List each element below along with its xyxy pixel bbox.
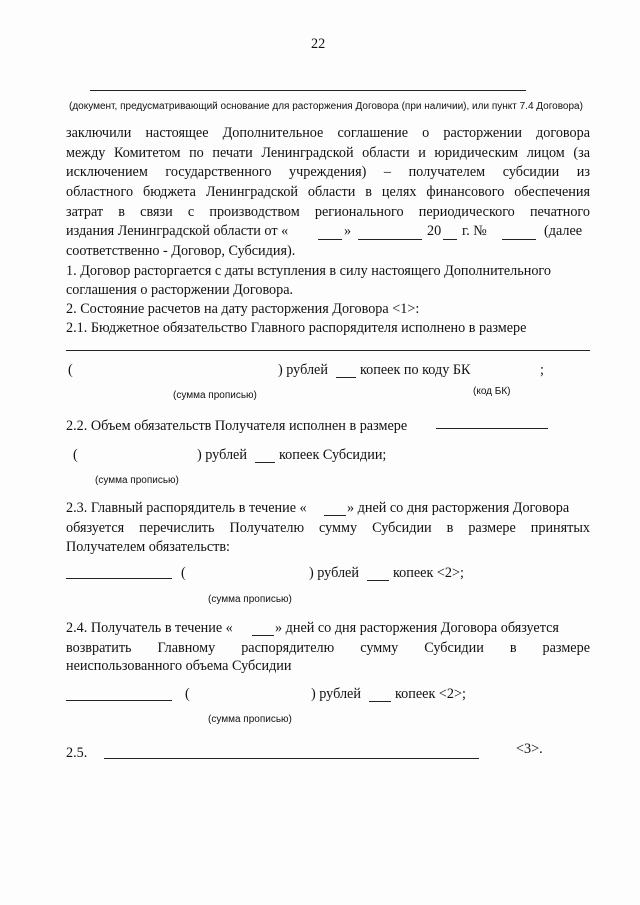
p21-line-1: 2.1. Бюджетное обязательство Главного распорядителя исполнено в размере (66, 320, 527, 336)
p25-footnote-ref: <3>. (516, 741, 543, 757)
intro-line-6-start: издания Ленинградской области от « (66, 223, 289, 239)
intro-line-4: областного бюджета Ленинградской области в целях финансового обеспечения (66, 184, 590, 200)
intro-line-1: заключили настоящее Дополнительное соглашение о расторжении договора (66, 125, 590, 141)
intro-line-7: соответственно - Договор, Субсидия). (66, 243, 296, 259)
intro-line-5: затрат в связи с производством регионального периодического печатного (66, 204, 590, 220)
p21-rubles: ) рублей (278, 362, 328, 378)
p24-days-blank (252, 623, 274, 636)
p23-line-3: Получателем обязательств: (66, 539, 230, 555)
p22-kopeks-blank (255, 450, 275, 463)
p23-amount-blank (66, 566, 172, 579)
p21-caption-bk: (код БК) (473, 386, 511, 397)
intro-line-6 (66, 213, 590, 239)
top-note: (документ, предусматривающий основание для расторжения Договора (при наличии), или пункт 7.4 Договора) (69, 101, 583, 112)
number-label: г. № (462, 223, 487, 239)
p24-kopeks: копеек <2>; (395, 686, 466, 702)
p23-rubles: ) рублей (309, 565, 359, 581)
p24-rubles: ) рублей (311, 686, 361, 702)
p21-open-paren: ( (68, 362, 73, 378)
p1-line-2: соглашения о расторжении Договора. (66, 282, 294, 298)
number-blank (502, 227, 536, 240)
p24-caption-sum: (сумма прописью) (208, 714, 292, 725)
p24-line-2: возвратить Главному распорядителю сумму Субсидии в размере (66, 640, 590, 656)
intro-line-3: исключением государственного учреждения) – получателем субсидии из (66, 164, 590, 180)
intro-line-6-end: (далее (544, 223, 583, 239)
p22-amount-blank (436, 416, 548, 429)
year-blank (443, 227, 457, 240)
p24-line-1-end: » дней со дня расторжения Договора обязуется (275, 620, 559, 636)
month-blank (358, 227, 422, 240)
p24-line-3: неиспользованного объема Субсидии (66, 658, 292, 674)
p21-semicolon: ; (540, 362, 544, 378)
p22-rubles: ) рублей (197, 447, 247, 463)
p23-kopeks: копеек <2>; (393, 565, 464, 581)
p24-open-paren: ( (185, 686, 190, 702)
p23-caption-sum: (сумма прописью) (208, 594, 292, 605)
p21-caption-sum: (сумма прописью) (173, 390, 257, 401)
p21-kopeks-blank (336, 365, 356, 378)
p24-line-1-start: 2.4. Получатель в течение « (66, 620, 233, 636)
p1-line-1: 1. Договор расторгается с даты вступления в силу настоящего Дополнительного (66, 263, 551, 279)
p21-blank-line (66, 350, 590, 351)
p23-days-blank (324, 503, 346, 516)
p25-blank-line (104, 758, 479, 759)
p21-kopeks-bk: копеек по коду БК (360, 362, 471, 378)
p2-line: 2. Состояние расчетов на дату расторжения Договора <1>: (66, 301, 420, 317)
p23-line-1-end: » дней со дня расторжения Договора (347, 500, 570, 516)
day-blank (318, 227, 342, 240)
p23-line-1 (66, 500, 590, 520)
p25-number: 2.5. (66, 745, 88, 761)
intro-quote-close: » (344, 223, 352, 239)
p23-line-1-start: 2.3. Главный распорядитель в течение « (66, 500, 307, 516)
p24-amount-blank (66, 688, 172, 701)
p24-kopeks-blank (369, 689, 391, 702)
top-blank-line (90, 90, 526, 91)
p24-line-1 (66, 620, 590, 640)
p23-line-2: обязуется перечислить Получателю сумму Субсидии в размере принятых (66, 520, 590, 536)
intro-line-2: между Комитетом по печати Ленинградской области и юридическим лицом (за (66, 145, 590, 161)
p22-line-1: 2.2. Объем обязательств Получателя исполнен в размере (66, 418, 408, 434)
p22-caption-sum: (сумма прописью) (95, 475, 179, 486)
p23-kopeks-blank (367, 568, 389, 581)
p23-open-paren: ( (181, 565, 186, 581)
p22-open-paren: ( (73, 447, 78, 463)
p22-kopeks: копеек Субсидии; (279, 447, 387, 463)
page-number: 22 (311, 36, 326, 52)
year-prefix: 20 (427, 223, 442, 239)
